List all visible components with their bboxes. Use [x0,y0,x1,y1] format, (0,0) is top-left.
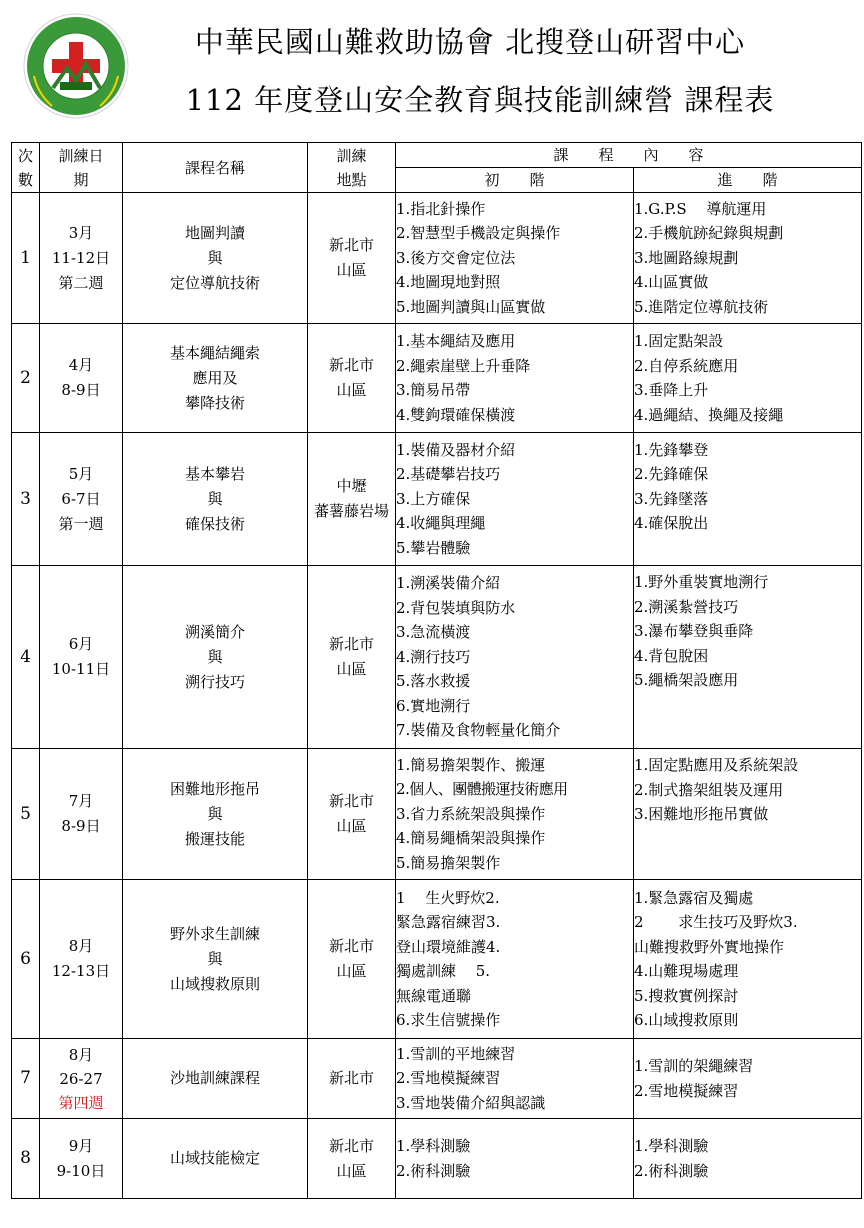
advanced-content [634,1119,862,1199]
list-item: 2.制式擔架組裝及運用 [634,780,784,799]
list-item: 1.固定點架設 [634,332,724,350]
table-row [12,880,862,1039]
list-item: 5.落水救援 [396,672,471,691]
training-location: 中壢 蕃薯藤岩場 [308,433,396,566]
list-item: 1.指北針操作 [396,199,486,218]
organization-title: 中華民國山難救助協會 北搜登山研習中心 [194,25,746,59]
list-item: 3.急流橫渡 [396,623,471,642]
rescue-association-emblem-icon [22,12,130,120]
training-date: 7月 8-9日 [40,749,123,880]
list-item: 3.省力系統架設與操作 [396,804,546,823]
list-item: 2.術科測驗 [634,1161,709,1180]
list-item: 1.緊急露宿及獨處 [634,888,754,907]
header-basic-level: 初 階 [396,168,634,193]
list-item: 4.過繩結、換繩及接繩 [634,405,784,424]
training-date: 3月 11-12日 第二週 [40,193,123,324]
advanced-content [634,749,862,880]
list-item: 4.山難現場處理 [634,962,739,980]
list-item: 5.進階定位導航技術 [634,297,769,316]
training-location: 新北市 [308,1039,396,1119]
schedule-title: 112 年度登山安全教育與技能訓練營 課程表 [185,83,775,117]
advanced-content [634,880,862,1039]
list-item: 3.上方確保 [396,489,471,508]
advanced-content [634,433,862,566]
course-name: 基本攀岩 與 確保技術 [123,433,308,566]
advanced-content [634,1039,862,1119]
list-item: 2.雪地模擬練習 [634,1081,739,1100]
list-item: 2.繩索崖壁上升垂降 [396,356,531,375]
header-course-name: 課程名稱 [123,143,308,193]
list-item: 1.雪訓的架繩練習 [634,1057,754,1075]
list-item: 3.垂降上升 [634,381,709,399]
session-number: 7 [12,1039,40,1119]
table-row [12,324,862,433]
table-row [12,1119,862,1199]
list-item: 5.繩橋架設應用 [634,671,739,689]
list-item: 2 求生技巧及野炊3. [634,913,798,931]
header-training-date: 訓練日期 [40,143,123,193]
table-row [12,433,862,566]
list-item: 1.基本繩結及應用 [396,332,516,350]
session-number: 3 [12,433,40,566]
list-item: 4.地圖現地對照 [396,273,501,292]
basic-content [396,324,634,433]
list-item: 2.溯溪紮營技巧 [634,597,739,616]
advanced-content [634,193,862,324]
list-item: 1.簡易擔架製作、搬運 [396,755,546,774]
training-location: 新北市 山區 [308,749,396,880]
list-item: 3.困難地形拖吊實做 [634,805,769,823]
training-date: 8月 12-13日 [40,880,123,1039]
list-item: 2.基礎攀岩技巧 [396,465,501,484]
training-location: 新北市 山區 [308,566,396,749]
session-number: 5 [12,749,40,880]
training-date: 4月 8-9日 [40,324,123,433]
list-item: 6.實地溯行 [396,696,471,715]
list-item: 4.確保脫出 [634,514,709,533]
course-name: 野外求生訓練 與 山域搜救原則 [123,880,308,1039]
list-item: 1.雪訓的平地練習 [396,1044,516,1063]
list-item: 2.先鋒確保 [634,465,709,484]
training-location: 新北市 山區 [308,880,396,1039]
training-date: 8月 26-27 第四週 [40,1039,123,1119]
list-item: 山難搜救野外實地操作 [634,937,785,956]
page-header [0,0,864,140]
course-name: 沙地訓練課程 [123,1039,308,1119]
training-location: 新北市 山區 [308,1119,396,1199]
basic-content [396,1119,634,1199]
session-number: 2 [12,324,40,433]
list-item: 1.固定點應用及系統架設 [634,756,799,774]
training-date: 9月 9-10日 [40,1119,123,1199]
list-item: 1.學科測驗 [396,1137,471,1155]
list-item: 獨處訓練 5. [396,962,491,980]
basic-content [396,433,634,566]
basic-content [396,1039,634,1119]
basic-content [396,880,634,1039]
list-item: 3.瀑布攀登與垂降 [634,622,754,640]
session-number: 1 [12,193,40,324]
list-item: 4.山區實做 [634,273,709,292]
list-item: 無線電通聯 [396,986,472,1005]
list-item: 2.個人、團體搬運技術應用 [396,780,568,799]
list-item: 5.攀岩體驗 [396,538,471,557]
list-item: 6.求生信號操作 [396,1011,501,1029]
session-number: 4 [12,566,40,749]
list-item: 1.學科測驗 [634,1137,709,1155]
list-item: 1.野外重裝實地溯行 [634,573,769,591]
table-row [12,193,862,324]
list-item: 4.背包脫困 [634,646,709,665]
list-item: 4.雙鉤環確保橫渡 [396,405,516,424]
highlight-week-label: 第四週 [58,1093,104,1112]
list-item: 4.收繩與理繩 [396,514,486,533]
list-item: 7.裝備及食物輕量化簡介 [396,721,561,740]
list-item: 2.術科測驗 [396,1161,471,1180]
list-item: 2.自停系統應用 [634,356,739,375]
list-item: 1.溯溪裝備介紹 [396,574,501,593]
header-session-number: 次數 [12,143,40,193]
session-number: 6 [12,880,40,1039]
list-item: 1.裝備及器材介紹 [396,440,516,459]
list-item: 5.搜救實例探討 [634,986,739,1005]
basic-content [396,566,634,749]
training-date: 5月 6-7日 第一週 [40,433,123,566]
table-row [12,1039,862,1119]
course-name: 溯溪簡介 與 溯行技巧 [123,566,308,749]
list-item: 3.地圖路線規劃 [634,248,739,267]
list-item: 4.溯行技巧 [396,647,471,666]
list-item: 緊急露宿練習3. [396,913,501,931]
list-item: 2.手機航跡紀錄與規劃 [634,224,784,243]
list-item: 1 生火野炊2. [396,888,500,907]
header-advanced-level: 進 階 [634,168,862,193]
course-name: 基本繩結繩索 應用及 攀降技術 [123,324,308,433]
list-item: 3.先鋒墜落 [634,489,709,508]
course-name: 地圖判讀 與 定位導航技術 [123,193,308,324]
course-schedule-table [11,142,862,1199]
list-item: 1.先鋒攀登 [634,440,709,459]
basic-content [396,749,634,880]
list-item: 3.雪地裝備介紹與認識 [396,1093,546,1112]
list-item: 2.智慧型手機設定與操作 [396,224,561,243]
training-location: 新北市 山區 [308,193,396,324]
table-row [12,749,862,880]
table-row [12,566,862,749]
list-item: 4.簡易繩橋架設與操作 [396,829,546,848]
advanced-content [634,324,862,433]
list-item: 5.簡易擔架製作 [396,853,501,872]
list-item: 登山環境維護4. [396,937,501,956]
basic-content [396,193,634,324]
advanced-content [634,566,862,749]
list-item: 2.雪地模擬練習 [396,1069,501,1088]
list-item: 3.後方交會定位法 [396,248,516,267]
training-location: 新北市 山區 [308,324,396,433]
list-item: 5.地圖判讀與山區實做 [396,297,546,316]
header-training-location: 訓練地點 [308,143,396,193]
course-name: 困難地形拖吊 與 搬運技能 [123,749,308,880]
training-date: 6月 10-11日 [40,566,123,749]
list-item: 2.背包裝填與防水 [396,598,516,617]
list-item: 3.簡易吊帶 [396,381,471,399]
course-name: 山域技能檢定 [123,1119,308,1199]
header-course-content: 課 程 內 容 [396,143,862,168]
list-item: 6.山域搜救原則 [634,1011,739,1029]
list-item: 1.G.P.S 導航運用 [634,199,767,218]
session-number: 8 [12,1119,40,1199]
